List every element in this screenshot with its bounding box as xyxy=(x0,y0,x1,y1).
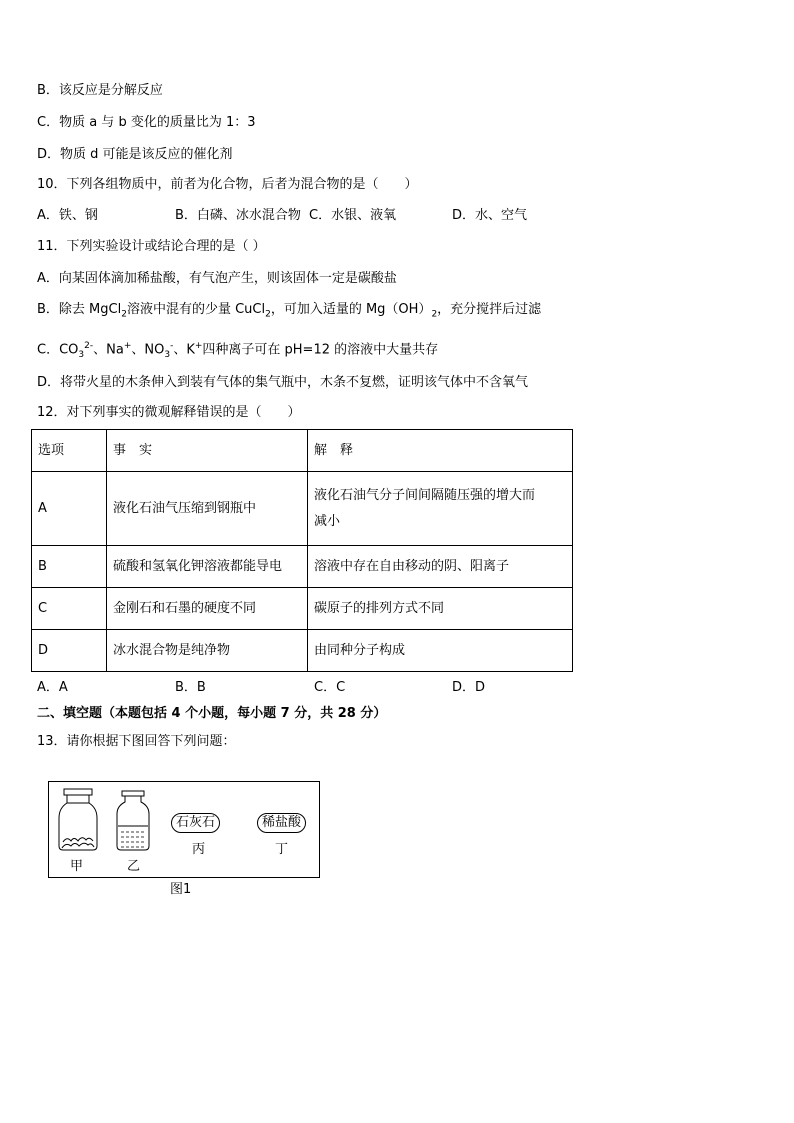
q9-option-d: D．物质 d 可能是该反应的催化剂 xyxy=(37,147,233,162)
row-fact: 硫酸和氢氧化钾溶液都能导电 xyxy=(107,546,308,588)
row-explanation: 溶液中存在自由移动的阴、阳离子 xyxy=(308,546,573,588)
label-ding: 丁 xyxy=(275,842,289,857)
table-row xyxy=(32,546,573,588)
label-yi: 乙 xyxy=(127,859,141,874)
q11-option-b: B．除去 MgCl$_2$溶液中混有的少量 CuCl$_2$，可加入适量的 $Mg(OH)_2$，充分搅拌后过滤 xyxy=(37,302,542,320)
q10-stem: 10．下列各组物质中，前者为化合物，后者为混合物的是（ ） xyxy=(37,177,418,192)
row-explanation: 由同种分子构成 xyxy=(308,630,573,672)
q10-option-b: B．白磷、冰水混合物 xyxy=(175,208,301,223)
q12-options xyxy=(37,679,577,697)
q10-option-c: C．水银、液氧 xyxy=(309,208,397,223)
q12-option-c: C．C xyxy=(314,680,346,695)
q10-option-a: A．铁、钢 xyxy=(37,208,98,223)
q12-stem: 12．对下列事实的微观解释错误的是（ ） xyxy=(37,405,301,420)
header-explanation: 解 释 xyxy=(308,430,573,472)
label-jia: 甲 xyxy=(70,859,84,874)
q13-stem: 13．请你根据下图回答下列问题： xyxy=(37,734,236,749)
tag-limestone: 石灰石 xyxy=(171,813,220,833)
q11-option-d: D．将带火星的木条伸入到装有气体的集气瓶中，木条不复燃，证明该气体中不含氧气 xyxy=(37,375,529,390)
table-header-row xyxy=(32,430,573,472)
q12-option-d: D．D xyxy=(452,680,486,695)
jar-jia-icon xyxy=(59,789,97,850)
q11-option-a: A．向某固体滴加稀盐酸，有气泡产生，则该固体一定是碳酸盐 xyxy=(37,271,397,286)
tag-dilute-hcl: 稀盐酸 xyxy=(257,813,306,833)
q9-option-c: C．物质 a 与 b 变化的质量比为 1：3 xyxy=(37,115,256,130)
figure-caption: 图1 xyxy=(170,882,192,897)
row-explanation: 液化石油气分子间间隔随压强的增大而 减小 xyxy=(308,472,573,546)
row-option: D xyxy=(32,630,107,672)
table-row xyxy=(32,588,573,630)
row-option: A xyxy=(32,472,107,546)
row-option: C xyxy=(32,588,107,630)
jar-yi-icon xyxy=(117,791,149,850)
table-row xyxy=(32,472,573,546)
section-heading: 二、填空题（本题包括 4 个小题，每小题 7 分，共 28 分） xyxy=(37,706,387,721)
row-explanation: 碳原子的排列方式不同 xyxy=(308,588,573,630)
row-fact: 金刚石和石墨的硬度不同 xyxy=(107,588,308,630)
row-option: B xyxy=(32,546,107,588)
q12-option-b: B．B xyxy=(175,680,206,695)
label-bing: 丙 xyxy=(192,842,206,857)
table-row xyxy=(32,630,573,672)
q12-option-a: A．A xyxy=(37,680,68,695)
q9-option-b: B．该反应是分解反应 xyxy=(37,83,163,98)
header-option: 选项 xyxy=(32,430,107,472)
q10-options xyxy=(37,207,577,225)
q12-table xyxy=(31,429,573,672)
q11-option-c: C．$CO_3^{2-}$、Na+、$NO_3^-$、K+四种离子可在 pH=12 的溶液中大量共存 xyxy=(37,341,439,360)
row-fact: 冰水混合物是纯净物 xyxy=(107,630,308,672)
row-fact: 液化石油气压缩到钢瓶中 xyxy=(107,472,308,546)
q11-stem: 11．下列实验设计或结论合理的是（ ） xyxy=(37,239,266,254)
header-fact: 事 实 xyxy=(107,430,308,472)
figure-1 xyxy=(48,781,320,878)
q10-option-d: D．水、空气 xyxy=(452,208,528,223)
